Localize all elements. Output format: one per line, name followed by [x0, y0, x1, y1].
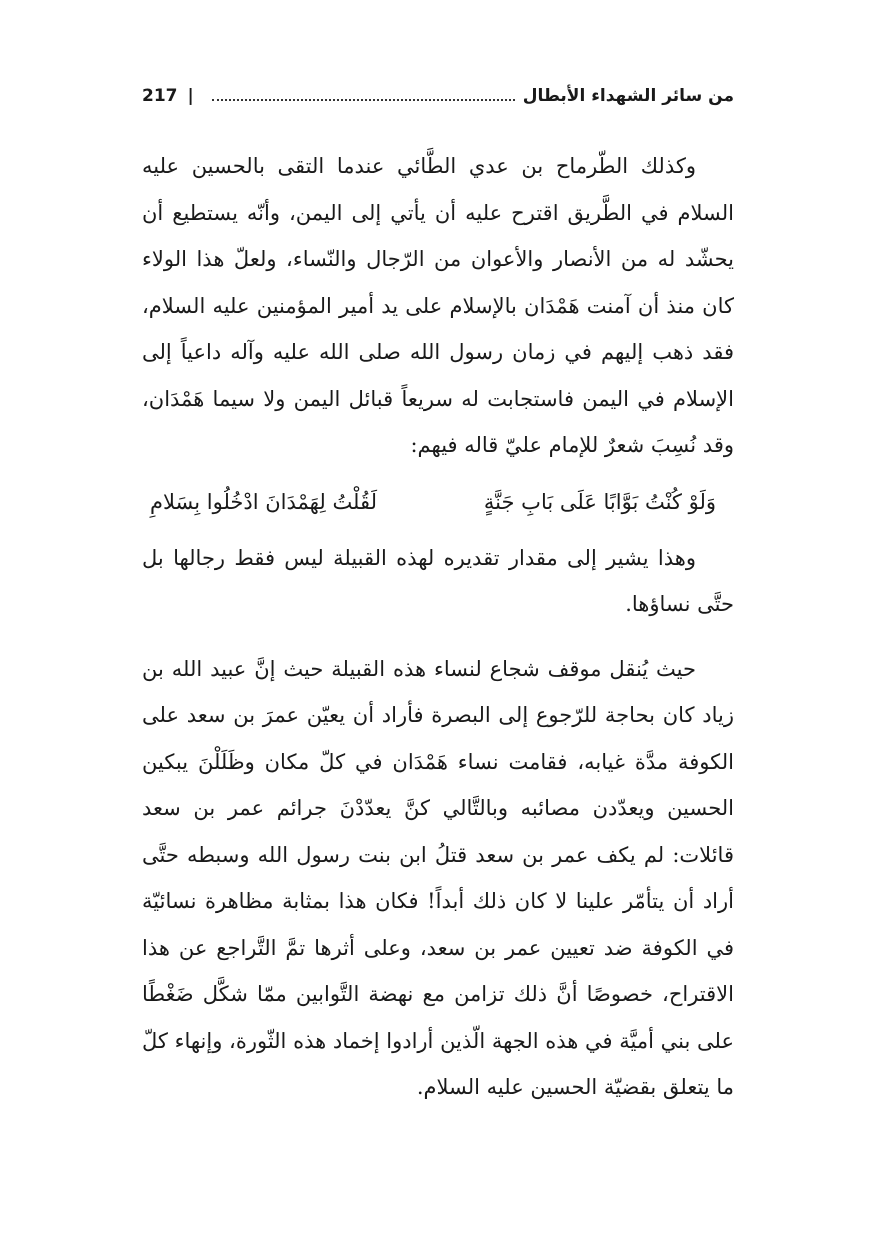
- body-text: [142, 143, 734, 1111]
- verse-first-hemistich: وَلَوْ كُنْتُ بَوَّابًا عَلَى بَابِ جَنَّةٍ: [483, 489, 716, 514]
- paragraph-hamdan-loyalty: وكذلك الطّرماح بن عدي الطَّائي عندما التقى بالحسين عليه السلام في الطَّريق اقترح عليه أن يأتي إلى اليمن، وأنّه يستطيع أن يحشّد له من الأنصار والأعوان من الرّجال والنّساء، ولعلّ هذا الولاء كان منذ أن آمنت هَمْدَان بالإسلام على يد أمير المؤمنين عليه السلام، فقد ذهب إليهم في زمان رسول الله صلى الله عليه وآله داعياً إلى الإسلام في اليمن فاستجابت له سريعاً قبائل اليمن ولا سيما هَمْدَان، وقد نُسِبَ شعرٌ للإمام عليّ قاله فيهم:: [142, 154, 734, 457]
- paragraph-tribe-appreciation: وهذا يشير إلى مقدار تقديره لهذه القبيلة ليس فقط رجالها بل حتَّى نساؤها.: [142, 545, 734, 616]
- dotted-leader: [212, 99, 515, 101]
- verse-second-hemistich: لَقُلْتُ لِهَمْدَانَ ادْخُلُوا بِسَلامِ: [150, 489, 378, 514]
- poetry-verse: [142, 479, 734, 525]
- paragraph-women-protest: حيث يُنقل موقف شجاع لنساء هذه القبيلة حيث إنَّ عبيد الله بن زياد كان بحاجة للرّجوع إلى البصرة فأراد أن يعيّن عمرَ بن سعد على الكوفة مدَّة غيابه، فقامت نساء هَمْدَان في كلّ مكان وظَلَلْنَ يبكين الحسين ويعدّدن مصائبه وبالتَّالي كنَّ يعدّدْنَ جرائم عمر بن سعد قائلات: لم يكف عمر بن سعد قتلُ ابن بنت رسول الله وسبطه حتَّى أراد أن يتأمّر علينا لا كان ذلك أبداً! فكان هذا بمثابة مظاهرة نسائيّة في الكوفة ضد تعيين عمر بن سعد، وعلى أثرها تمَّ التَّراجع عن هذا الاقتراح، خصوصًا أنَّ ذلك تزامن مع نهضة التَّوابين ممّا شكَّل ضَغْطًا على بني أميَّة في هذه الجهة الّذين أرادوا إخماد هذه الثّورة، وإنهاء كلّ ما يتعلق بقضيّة الحسين عليه السلام.: [142, 656, 734, 1099]
- header-separator: |: [187, 86, 194, 106]
- running-title: من سائر الشهداء الأبطال: [522, 86, 734, 106]
- page-header: [142, 78, 734, 114]
- page-number: 217: [142, 86, 178, 106]
